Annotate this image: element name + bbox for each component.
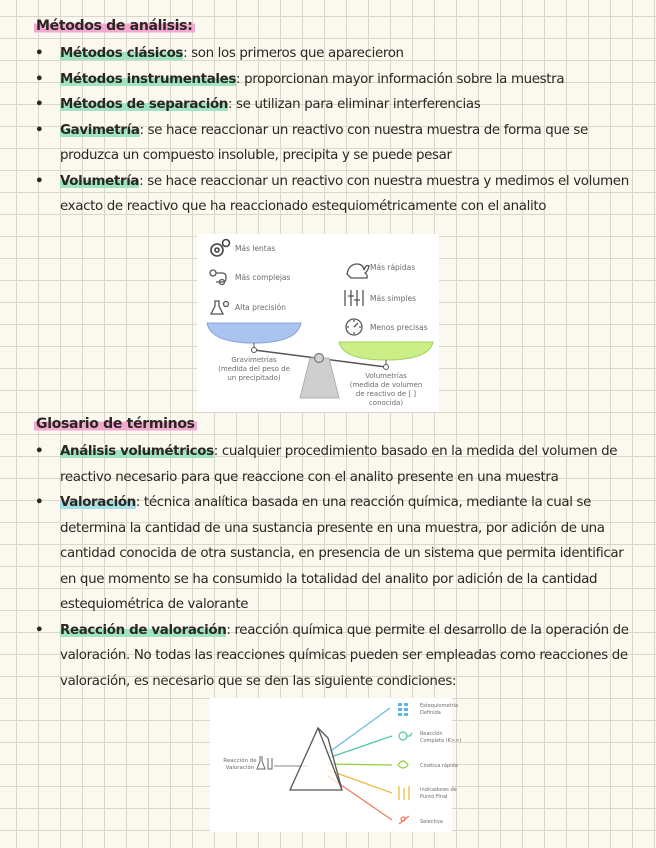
balance-figure (197, 234, 439, 412)
output-label: Definida (420, 710, 441, 716)
reaction-label: Reacción de (223, 758, 257, 764)
maze-icon (210, 270, 226, 285)
output-label: Punto Final (420, 794, 448, 800)
left-feature-label: Alta precisión (235, 303, 286, 312)
balance-base (300, 358, 339, 398)
gravimetry-label: (medida del peso de (218, 365, 290, 373)
output-label: Selectiva (420, 819, 443, 825)
list-item: • Métodos instrumentales: proporcionan mayor información sobre la muestra (35, 71, 565, 87)
list-item: • Volumetría: se hace reaccionar un reactivo con nuestra muestra y medimos el volumen exacto de reactivo que ha reaccionado estequiométricamente con el analito (35, 173, 629, 214)
output-label: Estequiometría (420, 703, 459, 709)
list-item: • Métodos de separación: se utilizan para eliminar interferencias (35, 97, 481, 112)
output-label: Cinética rápida (420, 763, 458, 769)
right-feature-label: Más rápidas (370, 263, 416, 272)
output-label: Completa (K>>) (420, 738, 462, 744)
output-icon (399, 816, 409, 824)
gravimetry-label: un precipitado) (227, 374, 281, 382)
flasks-icon (257, 756, 272, 769)
dial-icon (346, 319, 362, 335)
volumetry-label: (medida de volumen (349, 381, 423, 389)
rabbit-icon (347, 264, 369, 278)
gears-icon (211, 240, 230, 257)
output-rays (328, 708, 392, 820)
volumetry-label: de reactivo de [ ] (355, 390, 417, 398)
section-2-title: Glosario de términos (36, 416, 195, 432)
gravimetry-label: Gravimetrías (231, 356, 277, 364)
right-pan (339, 342, 433, 360)
output-label: Indicadores de (420, 787, 457, 793)
output-icon (399, 786, 409, 800)
left-pan (207, 323, 301, 343)
output-label: Reacción (420, 731, 443, 737)
right-feature-label: Menos precisas (370, 323, 428, 332)
left-feature-label: Más complejas (235, 273, 291, 282)
section-1-title: Métodos de análisis: (36, 18, 193, 34)
flask-icon (211, 301, 229, 314)
output-icon (398, 703, 408, 716)
prism (290, 728, 342, 790)
bars-icon (345, 290, 363, 306)
prism-figure (210, 698, 462, 832)
section-2-list (32, 439, 632, 694)
right-feature-label: Más simples (370, 294, 417, 303)
section-1-list (32, 41, 632, 220)
output-icon (399, 732, 412, 740)
list-item: • Valoración: técnica analítica basada en una reacción química, mediante la cual se determina la cantidad de una sustancia presente en una muestra, por adición de una cantidad conocida de otra sustancia, en presencia de un sistema que permita identificar en que momento se ha consumido la totalidad del analito por adición de la cantidad estequiométrica de valorante (35, 495, 624, 612)
list-item: • Reacción de valoración: reacción química que permite el desarrollo de la operación de valoración. No todas las reacciones químicas pueden ser empleadas como reacciones de valoración, es necesario que se den las siguiente condiciones: (35, 622, 629, 689)
list-item: • Análisis volumétricos: cualquier procedimiento basado en la medida del volumen de reactivo necesario para que reaccione con el analito presente en una muestra (35, 444, 618, 485)
list-item: • Métodos clásicos: son los primeros que aparecieron (35, 46, 404, 61)
left-feature-label: Más lentas (235, 244, 276, 253)
list-item: • Gavimetría: se hace reaccionar un reactivo con nuestra muestra de forma que se produzca un compuesto insoluble, precipita y se puede pesar (35, 122, 588, 163)
reaction-label: Valoración (225, 765, 255, 771)
volumetry-label: Volumetrías (365, 372, 407, 380)
volumetry-label: conocida) (368, 399, 404, 407)
output-icon (398, 761, 408, 768)
